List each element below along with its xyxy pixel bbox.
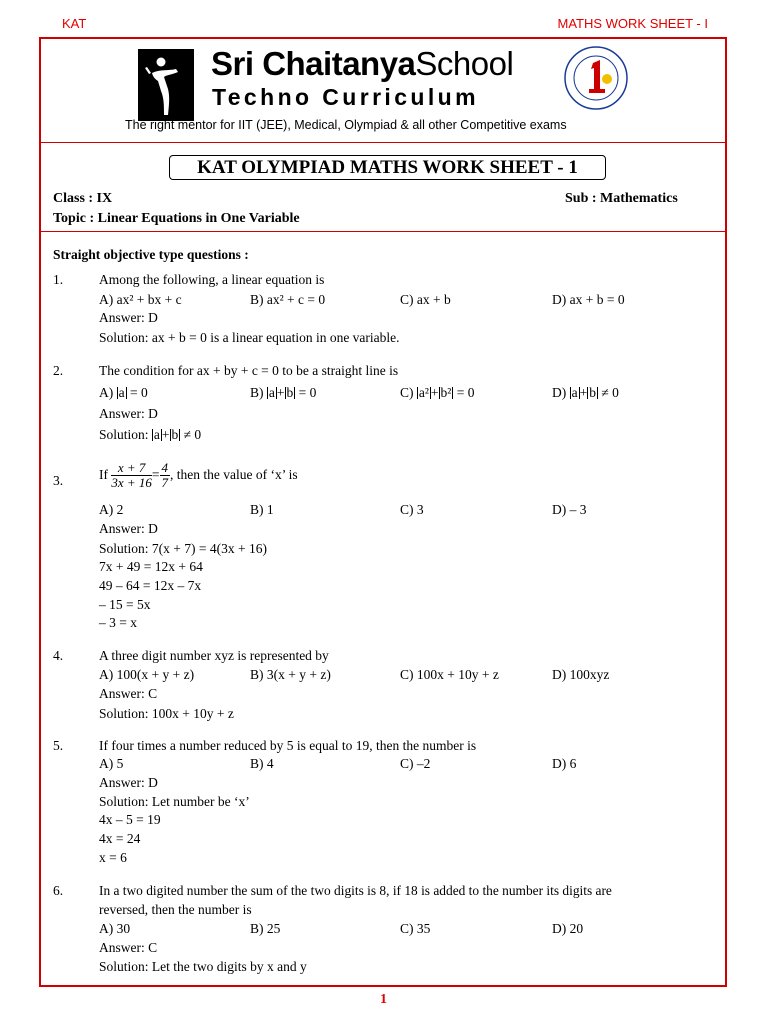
fraction-numerator: x + 7 (111, 461, 152, 476)
option-prefix: A) (99, 385, 117, 400)
fraction-denominator: 7 (161, 475, 169, 491)
option-suffix: = 0 (456, 385, 475, 400)
question-text-line2: reversed, then the number is (99, 902, 252, 917)
answer: Answer: C (99, 686, 158, 701)
subject-label: Sub : Mathematics (565, 191, 678, 206)
option-c (400, 385, 474, 401)
solution-line: – 15 = 5x (99, 597, 151, 612)
option-b (250, 385, 316, 401)
fraction-numerator: 4 (161, 460, 169, 476)
solution: Solution: Let the two digits by x and y (99, 959, 307, 974)
page-header-bar (0, 14, 768, 34)
option-a (99, 385, 148, 401)
option-suffix: ≠ 0 (601, 385, 619, 400)
option-c: C) 3 (400, 502, 424, 517)
school-name-regular: School (415, 45, 514, 82)
abs-value: a (153, 427, 160, 442)
answer: Answer: D (99, 775, 158, 790)
question-number: 1. (53, 272, 64, 287)
question-text (99, 457, 298, 493)
no1-seal-icon (563, 45, 629, 111)
option-c: C) ax + b (400, 292, 451, 307)
abs-value: b (589, 385, 596, 400)
option-suffix: = 0 (298, 385, 317, 400)
school-name (211, 45, 513, 83)
answer: Answer: D (99, 310, 158, 325)
solution-line: Solution: 7(x + 7) = 4(3x + 16) (99, 541, 267, 556)
class-label: Class : IX (53, 191, 113, 206)
solution: Solution: 100x + 10y + z (99, 706, 234, 721)
school-name-bold: Sri Chaitanya (211, 45, 416, 82)
answer: Answer: D (99, 406, 158, 421)
question-number: 5. (53, 738, 64, 753)
operator: + (430, 385, 439, 400)
option-prefix: C) (400, 385, 417, 400)
solution-line: – 3 = x (99, 615, 137, 630)
option-d: D) – 3 (552, 502, 587, 517)
fraction-denominator: 3x + 16 (111, 475, 152, 491)
option-prefix: B) (250, 385, 267, 400)
question-text: Among the following, a linear equation is (99, 272, 325, 287)
question-number: 6. (53, 883, 64, 898)
operator: + (579, 385, 588, 400)
meta-divider (41, 231, 725, 232)
option-suffix: = 0 (130, 385, 148, 400)
option-d: D) 100xyz (552, 667, 610, 682)
operator: + (161, 427, 170, 442)
school-tagline: The right mentor for IIT (JEE), Medical, Olympiad & all other Competitive exams (125, 118, 567, 132)
page-number: 1 (380, 992, 387, 1007)
operator: + (276, 385, 285, 400)
abs-value: a (268, 385, 275, 400)
option-prefix: D) (552, 385, 570, 400)
question-text: If four times a number reduced by 5 is equal to 19, then the number is (99, 738, 477, 753)
option-d (552, 385, 619, 401)
fraction-rhs (160, 461, 171, 490)
question-number: 4. (53, 648, 64, 663)
option-c: C) –2 (400, 756, 431, 771)
header-left-label: KAT (62, 16, 87, 31)
worksheet-title: KAT OLYMPIAD MATHS WORK SHEET - 1 (169, 155, 606, 180)
abs-value: a² (418, 385, 429, 400)
question-tail: , then the value of ‘x’ is (170, 467, 298, 482)
abs-value: b² (440, 385, 452, 400)
school-subtitle: Techno Curriculum (212, 84, 479, 110)
abs-value: a (571, 385, 578, 400)
header-divider (41, 142, 725, 143)
page-frame (39, 37, 727, 987)
option-a: A) 2 (99, 502, 124, 517)
equals-sign: = (151, 467, 160, 482)
option-a: A) ax² + bx + c (99, 292, 182, 307)
solution-line: Solution: Let number be ‘x’ (99, 794, 250, 809)
option-c: C) 100x + 10y + z (400, 667, 499, 682)
option-a: A) 100(x + y + z) (99, 667, 195, 682)
if-word: If (99, 467, 108, 482)
solution-line: 49 – 64 = 12x – 7x (99, 578, 202, 593)
school-header (41, 39, 725, 142)
solution (99, 427, 201, 443)
abs-value: b (286, 385, 294, 400)
section-heading: Straight objective type questions : (53, 247, 249, 262)
option-b: B) 25 (250, 921, 281, 936)
option-b: B) ax² + c = 0 (250, 292, 326, 307)
option-d: D) 20 (552, 921, 584, 936)
option-a: A) 30 (99, 921, 131, 936)
option-c: C) 35 (400, 921, 431, 936)
abs-value: b (171, 427, 179, 442)
solution-line: x = 6 (99, 850, 127, 865)
option-d: D) ax + b = 0 (552, 292, 625, 307)
solution-line: 7x + 49 = 12x + 64 (99, 559, 203, 574)
option-b: B) 4 (250, 756, 274, 771)
solution-suffix: ≠ 0 (183, 427, 202, 442)
answer: Answer: C (99, 940, 158, 955)
option-b: B) 1 (250, 502, 274, 517)
option-a: A) 5 (99, 756, 124, 771)
topic-label: Topic : Linear Equations in One Variable (53, 211, 300, 226)
question-number: 3. (53, 473, 64, 488)
abs-value: a (118, 385, 125, 400)
header-right-label: MATHS WORK SHEET - I (557, 16, 708, 31)
question-text: A three digit number xyz is represented by (99, 648, 329, 663)
answer: Answer: D (99, 521, 158, 536)
question-text-line1: In a two digited number the sum of the two digits is 8, if 18 is added to the number its digits are (99, 883, 612, 898)
question-text: The condition for ax + by + c = 0 to be a straight line is (99, 363, 399, 378)
solution-line: 4x – 5 = 19 (99, 812, 161, 827)
runner-logo-icon (138, 49, 194, 121)
solution: Solution: ax + b = 0 is a linear equation in one variable. (99, 330, 400, 345)
option-b: B) 3(x + y + z) (250, 667, 331, 682)
question-number: 2. (53, 363, 64, 378)
option-d: D) 6 (552, 756, 577, 771)
solution-prefix: Solution: (99, 427, 152, 442)
fraction-lhs (111, 461, 152, 490)
solution-line: 4x = 24 (99, 831, 141, 846)
